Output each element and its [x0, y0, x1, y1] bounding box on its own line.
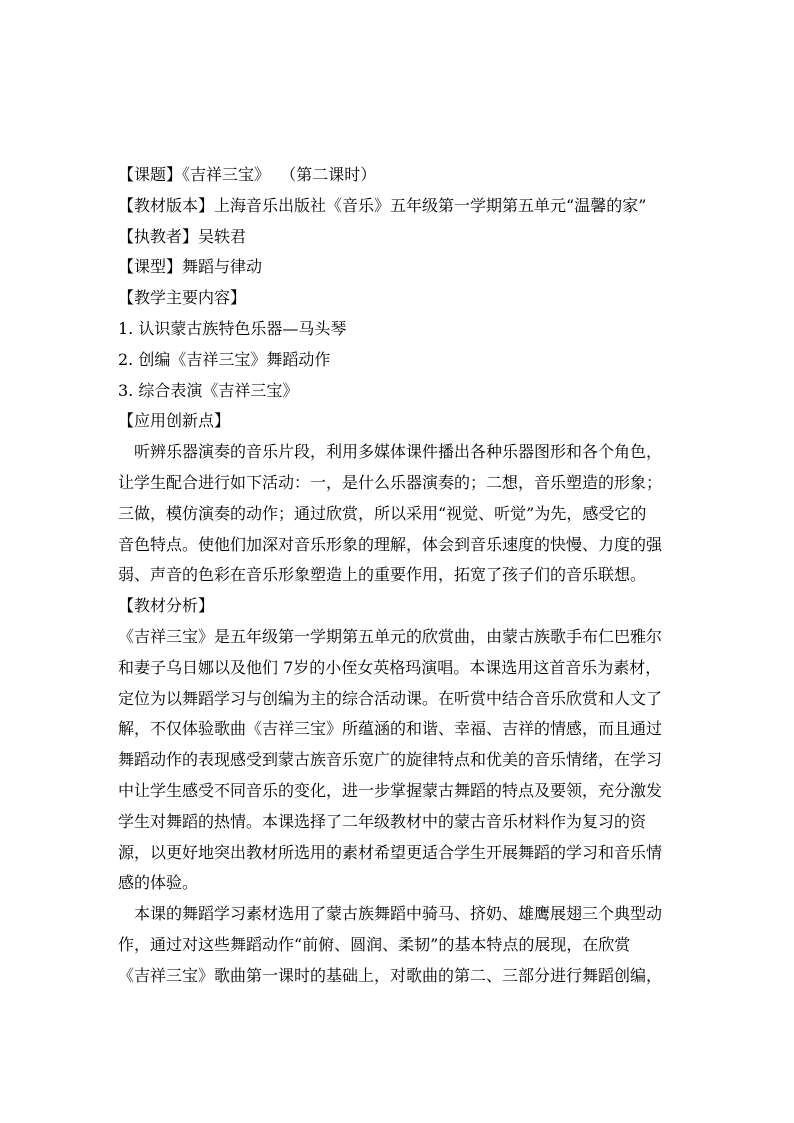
lesson-type-label: 【课型】	[118, 257, 183, 277]
paragraph-line: 作，通过对这些舞蹈动作“前俯、圆润、柔韧”的基本特点的展现，在欣赏	[118, 934, 631, 954]
main-content-heading: 【教学主要内容】	[118, 288, 247, 308]
main-content-item: 2. 创编《吉祥三宝》舞蹈动作	[118, 349, 331, 369]
document-body	[118, 160, 666, 992]
lesson-type-line	[118, 252, 666, 283]
main-content-item: 1. 认识蒙古族特色乐器—马头琴	[118, 318, 347, 338]
lesson-type-value: 舞蹈与律动	[182, 257, 263, 277]
analysis-paragraph-2	[118, 899, 666, 991]
analysis-paragraph-1	[118, 622, 666, 899]
paragraph-line: 三做，模仿演奏的动作；通过欣赏，所以采用“视觉、听觉”为先，感受它的	[118, 503, 647, 523]
edition-label: 【教材版本】	[118, 195, 215, 215]
paragraph-line: 《吉祥三宝》是五年级第一学期第五单元的欣赏曲，由蒙古族歌手布仁巴雅尔	[118, 626, 663, 646]
paragraph-line: 中让学生感受不同音乐的变化，进一步掌握蒙古舞蹈的特点及要领，充分激发	[118, 780, 663, 800]
paragraph-line: 《吉祥三宝》歌曲第一课时的基础上，对歌曲的第二、三部分进行舞蹈创编，	[118, 965, 663, 985]
paragraph-line: 源，以更好地突出教材所选用的素材希望更适合学生开展舞蹈的学习和音乐情	[118, 842, 663, 862]
paragraph-line: 学生对舞蹈的热情。本课选择了二年级教材中的蒙古音乐材料作为复习的资	[118, 811, 647, 831]
topic-line	[118, 160, 666, 191]
paragraph-line: 音色特点。使他们加深对音乐形象的理解，体会到音乐速度的快慢、力度的强	[118, 534, 663, 554]
paragraph-line: 本课的舞蹈学习素材选用了蒙古族舞蹈中骑马、挤奶、雄鹰展翅三个典型动	[134, 904, 663, 924]
edition-line	[118, 191, 666, 222]
teacher-value: 吴轶君	[198, 226, 247, 246]
main-content-item: 3. 综合表演《吉祥三宝》	[118, 380, 299, 400]
paragraph-line: 让学生配合进行如下活动：一，是什么乐器演奏的；二想，音乐塑造的形象；	[118, 472, 663, 492]
innovation-heading: 【应用创新点】	[118, 411, 231, 431]
paragraph-line: 舞蹈动作的表现感受到蒙古族音乐宽广的旋律特点和优美的音乐情绪，在学习	[118, 750, 663, 770]
teacher-line	[118, 222, 666, 253]
paragraph-line: 解，不仅体验歌曲《吉祥三宝》所蕴涵的和谐、幸福、吉祥的情感，而且通过	[118, 719, 663, 739]
paragraph-line: 听辨乐器演奏的音乐片段，利用多媒体课件播出各种乐器图形和各个角色，	[134, 442, 663, 462]
analysis-heading: 【教材分析】	[118, 596, 215, 616]
teacher-label: 【执教者】	[118, 226, 199, 246]
paragraph-line: 定位为以舞蹈学习与创编为主的综合活动课。在听赏中结合音乐欣赏和人文了	[118, 688, 663, 708]
paragraph-line: 感的体验。	[118, 873, 199, 893]
topic-value: 《吉祥三宝》 （第二课时）	[182, 165, 377, 184]
innovation-paragraph	[118, 437, 666, 591]
paragraph-line: 弱、声音的色彩在音乐形象塑造上的重要作用，拓宽了孩子们的音乐联想。	[118, 565, 647, 585]
topic-label: 【课题】	[118, 165, 183, 184]
edition-value: 上海音乐出版社《音乐》五年级第一学期第五单元“温馨的家”	[214, 195, 647, 215]
paragraph-line: 和妻子乌日娜以及他们 7岁的小侄女英格玛演唱。本课选用这首音乐为素材，	[118, 657, 662, 677]
